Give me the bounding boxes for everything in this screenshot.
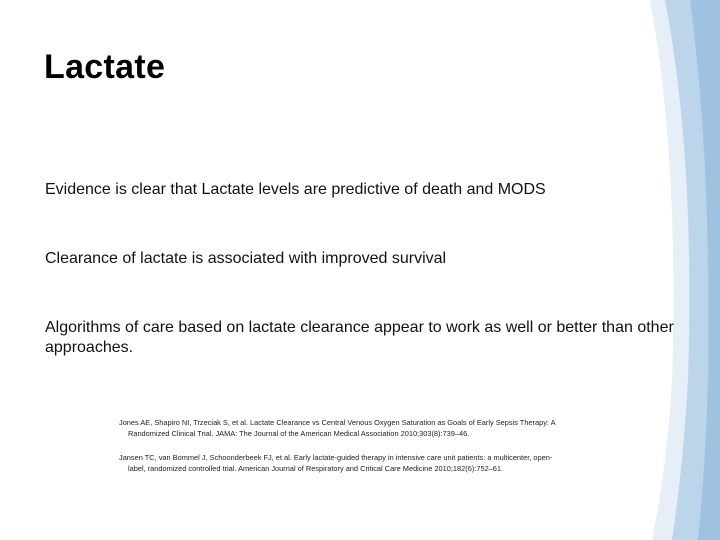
reference-jansen-line1: Jansen TC, van Bommel J, Schoonderbeek FJ, et al. Early lactate-guided therapy in intensive care unit patients: a multicenter, open- [119,453,553,462]
bullet-clearance-survival: Clearance of lactate is associated with improved survival [45,250,447,267]
slide-title: Lactate [44,48,166,86]
bullet-mortality-prediction: Evidence is clear that Lactate levels are predictive of death and MODS [45,181,546,198]
reference-jones-line1: Jones AE, Shapiro NI, Trzeciak S, et al. Lactate Clearance vs Central Venous Oxygen Saturation as Goals of Early Sepsis Therapy: A [119,418,556,427]
reference-jansen [119,452,609,474]
bullet-algorithms-of-care: Algorithms of care based on lactate clearance appear to work as well or better than other approaches. [45,319,674,356]
reference-jansen-line2: label, randomized controlled trial. American Journal of Respiratory and Critical Care Medicine 2010;182(6):752–61. [128,464,504,473]
reference-jones-line2: Randomized Clinical Trial. JAMA: The Journal of the American Medical Association 2010;303(8):739–46. [128,429,470,438]
reference-jones [119,417,609,439]
